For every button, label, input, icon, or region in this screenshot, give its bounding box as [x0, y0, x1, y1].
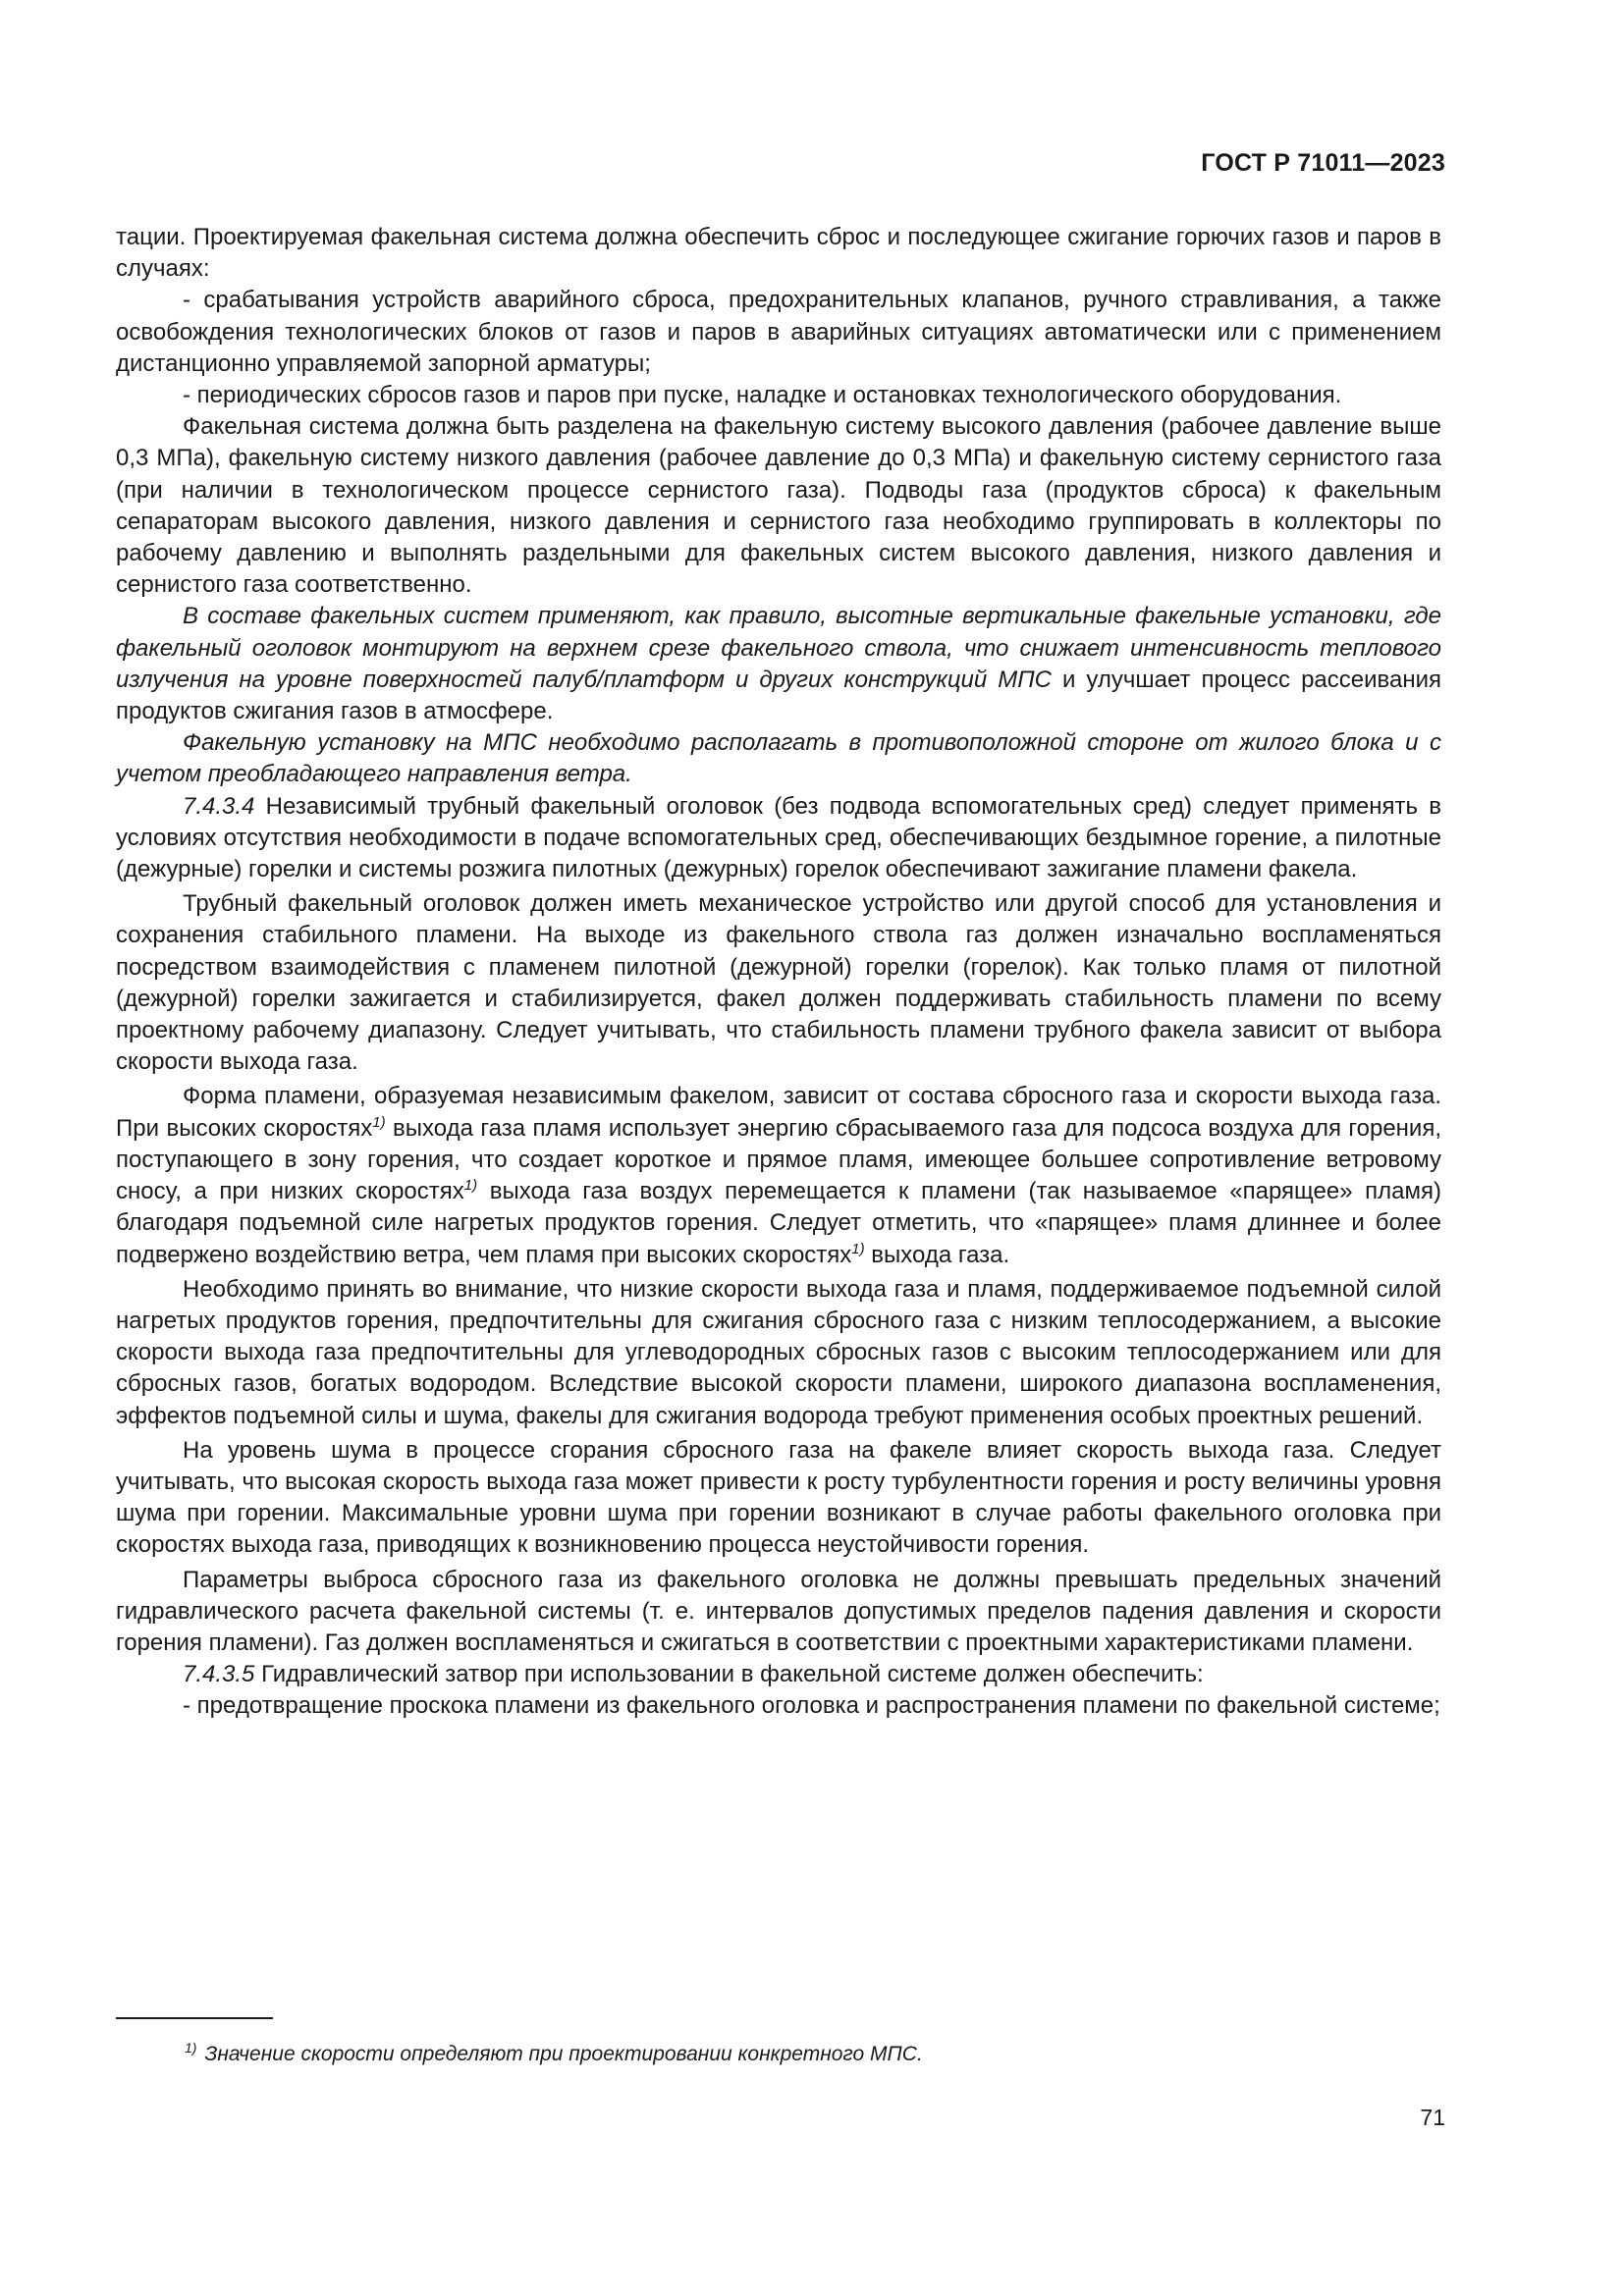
footnote	[185, 2040, 923, 2066]
paragraph-14-list-item: - предотвращение проскока пламени из факельного оголовка и распространения пламени по факельной системе;	[183, 1692, 1440, 1720]
paragraph-9-part-a: Форма пламени, образуемая независимым факелом, зависит от состава сбросного газа и скорости выхода газа. При высоких скоростях	[116, 1083, 1441, 1142]
paragraph-9-part-c: выхода газа воздух перемещается к пламени (так называемое «парящее» пламя) благодаря подъемной силе нагретых продуктов горения. Следует отметить, что «парящее» пламя длиннее и более подвержено воздействию ветра, чем пламя при высоких скоростях	[116, 1178, 1441, 1268]
footnote-mark: 1)	[185, 2040, 197, 2056]
page-number: 71	[1420, 2105, 1445, 2130]
footnote-ref[interactable]: 1)	[463, 1177, 478, 1195]
paragraph-5-rest: и улучшает процесс рассеивания продуктов сжигания газов в атмосфере.	[116, 666, 1441, 725]
paragraph-8: Трубный факельный оголовок должен иметь механическое устройство или другой способ для установления и сохранения стабильного пламени. На выходе из факельного ствола газ должен изначально воспламеняться посредством взаимодействия с пламенем пилотной (дежурной) горелки (горелок). Как только пламя от пилотной (дежурной) горелки зажигается и стабилизируется, факел должен поддерживать стабильность пламени по всему проектному рабочему диапазону. Следует учитывать, что стабильность пламени трубного факела зависит от выбора скорости выхода газа.	[116, 890, 1441, 1076]
paragraph-5-italic: В составе факельных систем применяют, как правило, высотные вертикальные факельные установки, где факельный оголовок монтируют на верхнем срезе факельного ствола, что снижает интенсивность теплового излучения на уровне поверхностей палуб/платформ и других конструкций МПС	[116, 603, 1441, 693]
footnote-ref[interactable]: 1)	[372, 1113, 386, 1131]
paragraph-11: На уровень шума в процессе сгорания сбросного газа на факеле влияет скорость выхода газа. Следует учитывать, что высокая скорость выхода газа может привести к росту турбулентности горения и росту величины уровня шума при горении. Максимальные уровни шума при горении возникают в случае работы факельного оголовка при скоростях выхода газа, приводящих к возникновению процесса неустойчивости горения.	[116, 1436, 1441, 1559]
paragraph-6: Факельную установку на МПС необходимо располагать в противоположной стороне от жилого блока и с учетом преобладающего направления ветра.	[116, 729, 1441, 788]
clause-7-4-3-5	[116, 1659, 1441, 1690]
clause-text: Гидравлический затвор при использовании в факельной системе должен обеспечить:	[254, 1661, 1204, 1688]
paragraph-3-list-item: - периодических сбросов газов и паров при пуске, наладке и остановках технологического оборудования.	[183, 382, 1342, 409]
clause-7-4-3-4	[116, 791, 1441, 886]
paragraph-10: Необходимо принять во внимание, что низкие скорости выхода газа и пламя, поддерживаемое подъемной силой нагретых продуктов горения, предпочтительны для сжигания сбросного газа с низким теплосодержанием, а высокие скорости выхода газа предпочтительны для углеводородных сбросных газов с высоким теплосодержанием или для сбросных газов, богатых водородом. Вследствие высокой скорости пламени, широкого диапазона воспламенения, эффектов подъемной силы и шума, факелы для сжигания водорода требуют применения особых проектных решений.	[116, 1275, 1441, 1429]
clause-text: Независимый трубный факельный оголовок (без подвода вспомогательных сред) следует применять в условиях отсутствия необходимости в подаче вспомогательных сред, обеспечивающих бездымное горение, а пилотные (дежурные) горелки и системы розжига пилотных (дежурных) горелок обеспечивают зажигание пламени факела.	[116, 792, 1441, 883]
paragraph-9	[116, 1081, 1441, 1270]
paragraph-4: Факельная система должна быть разделена на факельную систему высокого давления (рабочее давление выше 0,3 МПа), факельную систему низкого давления (рабочее давление до 0,3 МПа) и факельную систему сернистого газа (при наличии в технологическом процессе сернистого газа). Подводы газа (продуктов сброса) к факельным сепараторам высокого давления, низкого давления и сернистого газа необходимо группировать в коллекторы по рабочему давлению и выполнять раздельными для факельных систем высокого давления, низкого давления и сернистого газа соответственно.	[116, 413, 1441, 599]
paragraph-2-list-item: - срабатывания устройств аварийного сброса, предохранительных клапанов, ручного стравливания, а также освобождения технологических блоков от газов и паров в аварийных ситуациях автоматически или с применением дистанционно управляемой запорной арматуры;	[116, 287, 1441, 377]
clause-number: 7.4.3.5	[183, 1661, 255, 1688]
paragraph-9-part-b: выхода газа пламя использует энергию сбрасываемого газа для подсоса воздуха для горения, поступающего в зону горения, что создает короткое и прямое пламя, имеющее большее сопротивление ветровому сносу, а при низких скоростях	[116, 1114, 1441, 1205]
paragraph-1: тации. Проектируемая факельная система должна обеспечить сброс и последующее сжигание горючих газов и паров в случаях:	[116, 224, 1441, 283]
footnote-text: Значение скорости определяют при проектировании конкретного МПС.	[204, 2043, 923, 2065]
standard-code-header: ГОСТ Р 71011—2023	[1201, 149, 1445, 177]
clause-number: 7.4.3.4	[183, 792, 255, 820]
document-body	[116, 222, 1441, 1723]
footnote-ref[interactable]: 1)	[851, 1240, 865, 1257]
paragraph-5	[116, 601, 1441, 727]
footnote-divider	[116, 2017, 273, 2019]
paragraph-12: Параметры выброса сбросного газа из факельного оголовка не должны превышать предельных значений гидравлического расчета факельной системы (т. е. интервалов допустимых пределов падения давления и скорости горения пламени). Газ должен воспламеняться и сжигаться в соответствии с проектными характеристиками пламени.	[116, 1566, 1441, 1656]
paragraph-9-part-d: выхода газа.	[864, 1241, 1010, 1268]
